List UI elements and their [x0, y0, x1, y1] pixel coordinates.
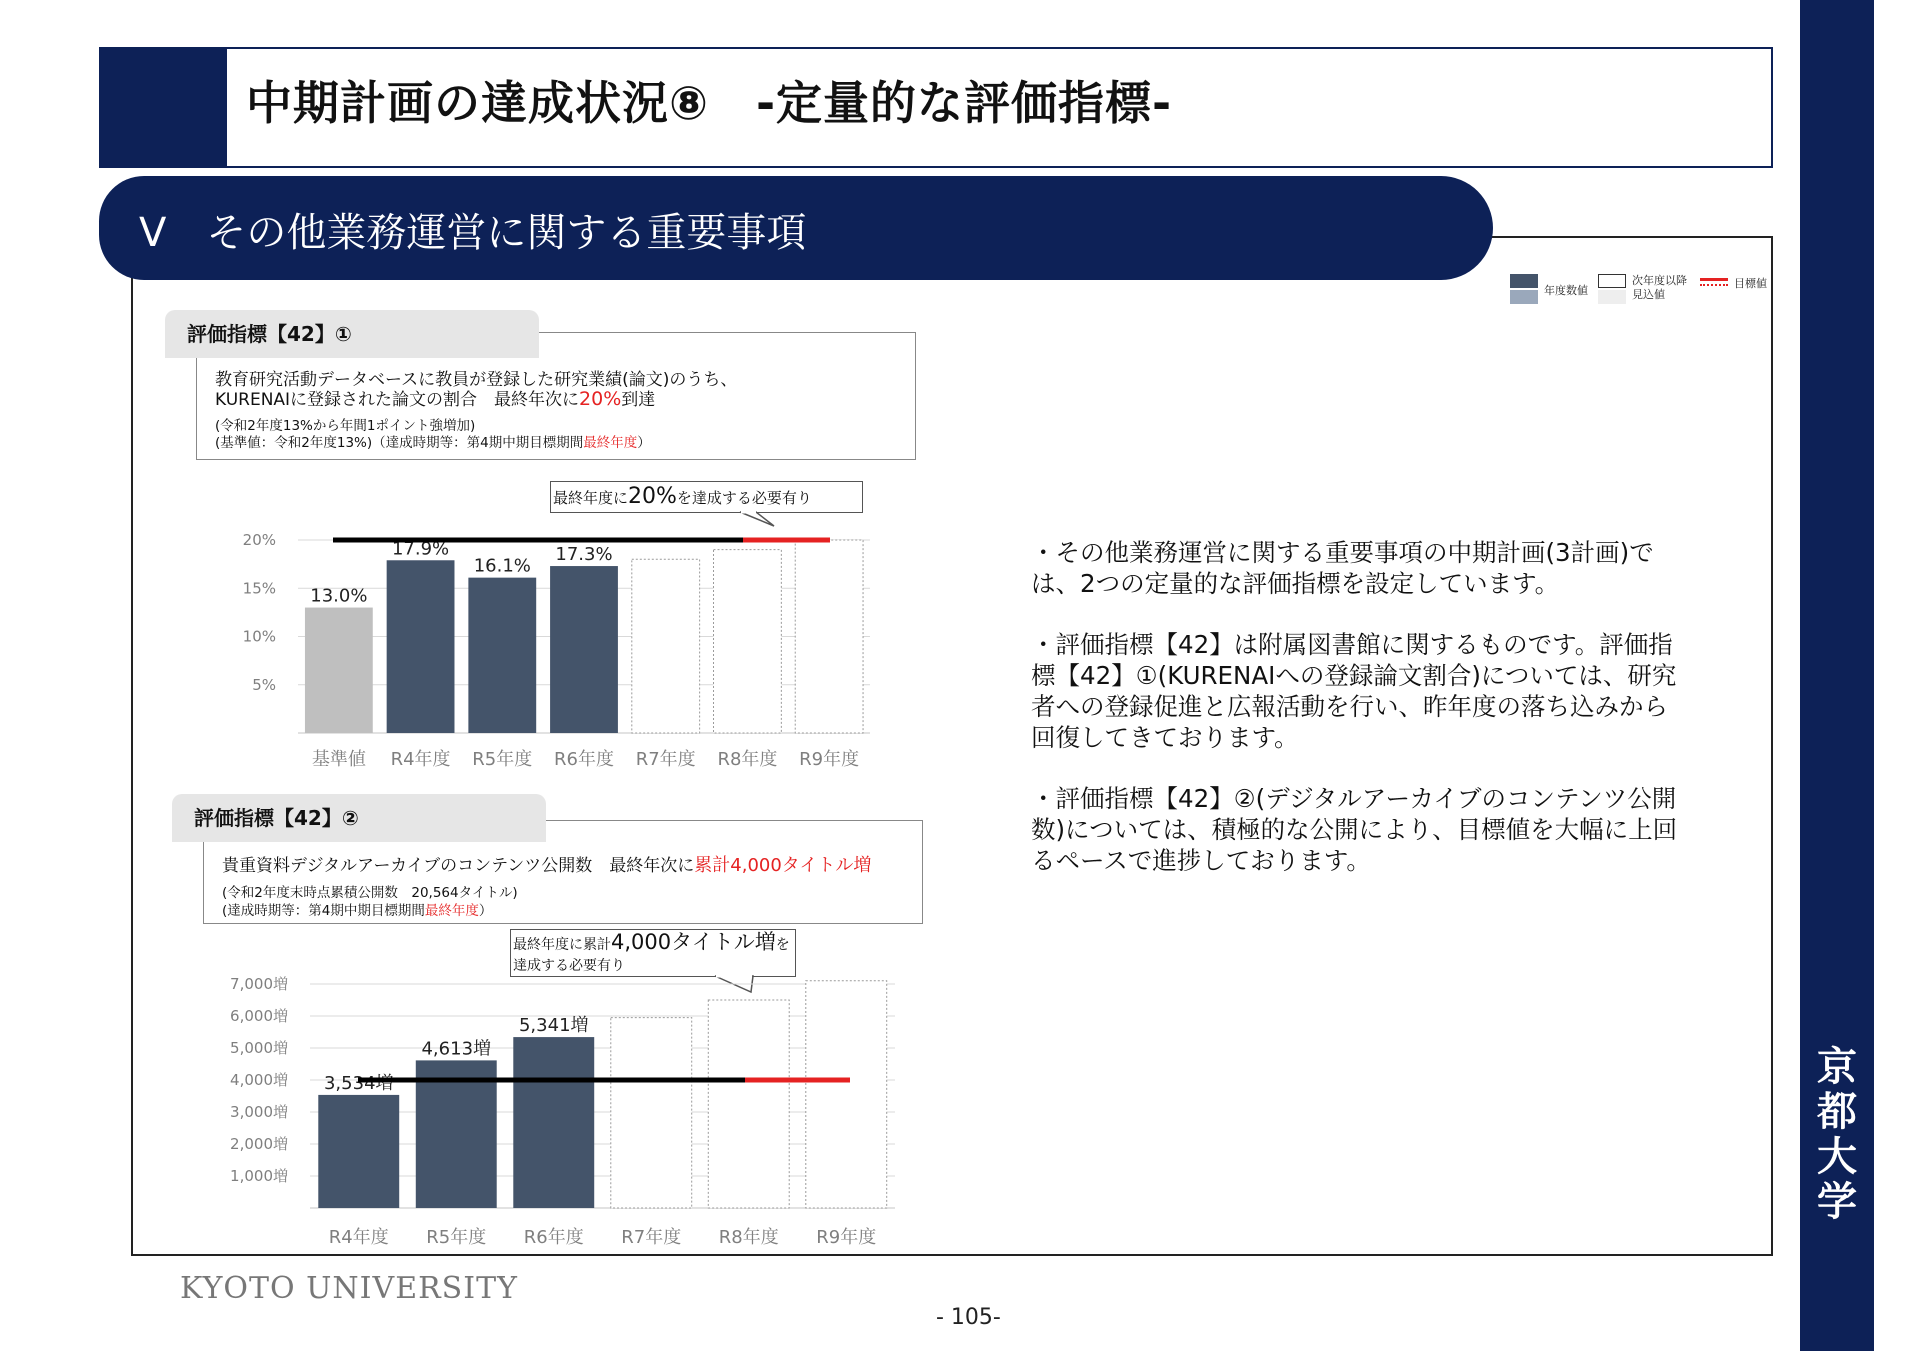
indicator2-note2: [222, 899, 492, 919]
x-tick-label: R8年度: [718, 1227, 779, 1248]
explanation-paragraph-2: ・評価指標【42】は附属図書館に関するものです。評価指標【42】①(KURENAIへの登録論文割合)については、研究者への登録促進と広報活動を行い、昨年度の落ち込みから回復してきております。: [1031, 630, 1677, 752]
indicator1-note2-b: ）: [637, 435, 651, 451]
x-tick-label: 基準値: [311, 749, 366, 770]
y-tick-label: 2,000増: [230, 1135, 288, 1153]
forecast-bar-R9年度: [795, 540, 863, 733]
section-banner: [99, 176, 1493, 280]
x-tick-label: R8年度: [717, 749, 778, 770]
footer-university-logo: KYOTO UNIVERSITY: [180, 1271, 518, 1306]
forecast-bar-R7年度: [632, 559, 700, 733]
side-bar: [1800, 0, 1874, 1351]
legend-target-label: 目標値: [1734, 277, 1767, 290]
y-tick-label: 5,000増: [230, 1039, 288, 1057]
title-band: [99, 47, 1773, 168]
page-number: - 105-: [936, 1305, 1001, 1330]
value-label: 17.9%: [391, 538, 450, 560]
indicator1-target-value: 20%: [579, 388, 622, 410]
y-tick-label: 15%: [242, 579, 276, 598]
indicator2-target-value: 累計4,000タイトル増: [694, 855, 872, 876]
title-accent-block: [101, 49, 227, 166]
legend-target-swatch: [1700, 278, 1728, 281]
bar-R6年度: [513, 1037, 594, 1208]
indicator1-callout-big: 20%: [628, 484, 677, 509]
indicator1-tab: 評価指標【42】①: [165, 310, 539, 358]
legend-target-swatch-dots: [1700, 284, 1728, 286]
indicator2-note2-red: 最終年度: [424, 903, 479, 919]
bar-R5年度: [468, 578, 536, 733]
indicator1-desc-line1: 教育研究活動データベースに教員が登録した研究業績(論文)のうち、: [215, 370, 738, 390]
x-tick-label: R5年度: [472, 749, 533, 770]
bar-R5年度: [416, 1060, 497, 1208]
y-tick-label: 20%: [242, 531, 276, 549]
x-tick-label: R5年度: [426, 1227, 487, 1248]
x-tick-label: R6年度: [523, 1227, 584, 1248]
legend-forecast-swatch: [1598, 274, 1626, 288]
forecast-bar-R7年度: [611, 1018, 692, 1208]
legend-annual-swatch-light: [1510, 290, 1538, 304]
legend-forecast-swatch-light: [1598, 290, 1626, 304]
section-title: Ⅴ その他業務運営に関する重要事項: [139, 210, 807, 256]
indicator1-desc-line2: [215, 385, 655, 410]
indicator1-chart: [230, 525, 870, 775]
indicator2-callout-b: を: [775, 937, 790, 953]
bar-基準値: [305, 608, 373, 733]
y-tick-label: 4,000増: [230, 1071, 288, 1089]
indicator2-desc: [222, 851, 871, 877]
legend-annual-label: 年度数値: [1544, 284, 1588, 297]
x-tick-label: R9年度: [816, 1227, 877, 1248]
y-tick-label: 3,000増: [230, 1103, 288, 1121]
value-label: 5,341増: [518, 1015, 589, 1037]
indicator1-callout-a: 最終年度に: [553, 489, 629, 507]
x-tick-label: R7年度: [635, 749, 696, 770]
logo-char: 京: [1817, 1043, 1857, 1090]
indicator1-note1: (令和2年度13%から年間1ポイント強増加): [215, 418, 476, 434]
indicator2-tab: 評価指標【42】②: [172, 794, 546, 842]
page-title: 中期計画の達成状況⑧ -定量的な評価指標-: [246, 76, 1173, 130]
legend-forecast-label-2: 見込値: [1632, 288, 1665, 301]
kyoto-university-vertical-logo: [1800, 1044, 1874, 1224]
logo-char: 学: [1817, 1178, 1857, 1225]
x-tick-label: R9年度: [799, 749, 860, 770]
indicator2-chart: [225, 955, 905, 1248]
value-label: 17.3%: [555, 544, 613, 566]
logo-char: 大: [1817, 1133, 1857, 1180]
legend-annual-swatch: [1510, 274, 1538, 288]
forecast-bar-R8年度: [714, 550, 782, 733]
value-label: 13.0%: [310, 585, 368, 607]
value-label: 16.1%: [473, 555, 531, 577]
indicator2-callout-big: 4,000タイトル増: [611, 930, 776, 954]
indicator1-note2-a: (基準値：令和2年度13%)（達成時期等：第4期中期目標期間: [215, 435, 584, 451]
bar-R4年度: [318, 1095, 399, 1208]
bar-R4年度: [387, 560, 455, 733]
x-tick-label: R4年度: [390, 749, 451, 770]
indicator1-note2: [215, 431, 651, 451]
indicator1-desc-line2-b: 到達: [621, 390, 656, 410]
indicator2-note2-a: (達成時期等：第4期中期目標期間: [222, 903, 425, 919]
indicator2-note2-b: ）: [478, 903, 493, 919]
indicator2-callout-line2: 達成する必要有り: [513, 958, 625, 974]
explanation-text: [1031, 537, 1691, 906]
y-tick-label: 6,000増: [230, 1007, 288, 1025]
explanation-paragraph-1: ・その他業務運営に関する重要事項の中期計画(3計画)では、2つの定量的な評価指標を設定しています。: [1031, 538, 1654, 598]
x-tick-label: R7年度: [621, 1227, 682, 1248]
x-tick-label: R6年度: [554, 749, 614, 770]
forecast-bar-R8年度: [708, 1000, 789, 1208]
y-tick-label: 1,000増: [230, 1167, 288, 1185]
indicator1-note2-red: 最終年度: [583, 435, 638, 451]
legend-forecast-label-1: 次年度以降: [1632, 274, 1687, 287]
y-tick-label: 5%: [252, 675, 276, 694]
x-tick-label: R4年度: [328, 1227, 389, 1248]
bar-R6年度: [550, 566, 618, 733]
indicator1-callout: [550, 481, 863, 513]
logo-char: 都: [1817, 1088, 1857, 1135]
y-tick-label: 7,000増: [230, 975, 288, 993]
value-label: 3,534増: [323, 1072, 394, 1094]
indicator2-note1: (令和2年度末時点累積公開数 20,564タイトル): [222, 885, 518, 901]
indicator1-callout-b: を達成する必要有り: [676, 489, 812, 507]
explanation-paragraph-3: ・評価指標【42】②(デジタルアーカイブのコンテンツ公開数)については、積極的な公開により、目標値を大幅に上回るペースで進捗しております。: [1031, 784, 1678, 875]
y-tick-label: 10%: [242, 627, 276, 646]
indicator1-desc-line2-a: KURENAIに登録された論文の割合 最終年次に: [215, 390, 580, 410]
forecast-bar-R9年度: [806, 981, 887, 1208]
indicator2-desc-a: 貴重資料デジタルアーカイブのコンテンツ公開数 最終年次に: [222, 856, 695, 876]
value-label: 4,613増: [421, 1038, 492, 1060]
indicator2-callout-a: 最終年度に累計: [513, 937, 611, 953]
